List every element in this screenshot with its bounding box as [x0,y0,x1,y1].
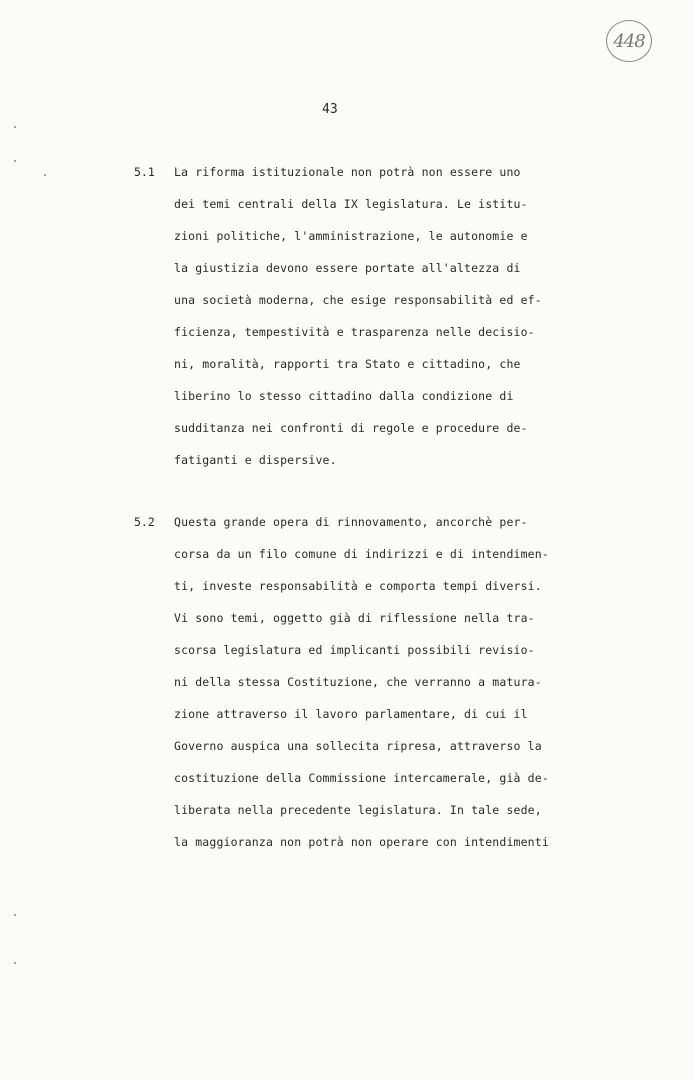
section-text [174,164,542,484]
text-line: sudditanza nei confronti di regole e procedure de- [174,421,528,435]
section-text [174,514,549,866]
text-line: zioni politiche, l'amministrazione, le autonomie e [174,229,528,243]
section-number: 5.1 [134,165,155,179]
section-number: 5.2 [134,515,155,529]
text-line: Governo auspica una sollecita ripresa, attraverso la [174,739,542,753]
text-line: fatiganti e dispersive. [174,453,337,467]
page-stamp: 448 [606,20,652,62]
text-line: corsa da un filo comune di indirizzi e di intendimen- [174,547,549,561]
text-line: La riforma istituzionale non potrà non essere uno [174,165,521,179]
text-line: la giustizia devono essere portate all'altezza di [174,261,521,275]
text-line: dei temi centrali della IX legislatura. Le istitu- [174,197,528,211]
text-line: ni, moralità, rapporti tra Stato e cittadino, che [174,357,521,371]
margin-mark [14,126,16,128]
text-line: scorsa legislatura ed implicanti possibili revisio- [174,643,535,657]
text-line: la maggioranza non potrà non operare con intendimenti [174,835,549,849]
text-line: una società moderna, che esige responsabilità ed ef- [174,293,542,307]
text-line: ti, investe responsabilità e comporta tempi diversi. [174,579,542,593]
margin-mark [14,962,16,964]
text-line: ni della stessa Costituzione, che verranno a matura- [174,675,542,689]
margin-mark [14,160,16,162]
margin-mark [44,174,46,176]
text-line: Vi sono temi, oggetto già di riflessione nella tra- [174,611,535,625]
text-line: Questa grande opera di rinnovamento, ancorchè per- [174,515,528,529]
text-line: ficienza, tempestività e trasparenza nelle decisio- [174,325,535,339]
text-line: liberata nella precedente legislatura. In tale sede, [174,803,542,817]
page-number: 43 [322,102,338,117]
margin-mark [14,914,16,916]
text-line: liberino lo stesso cittadino dalla condizione di [174,389,514,403]
text-line: costituzione della Commissione intercamerale, già de- [174,771,549,785]
text-line: zione attraverso il lavoro parlamentare, di cui il [174,707,528,721]
